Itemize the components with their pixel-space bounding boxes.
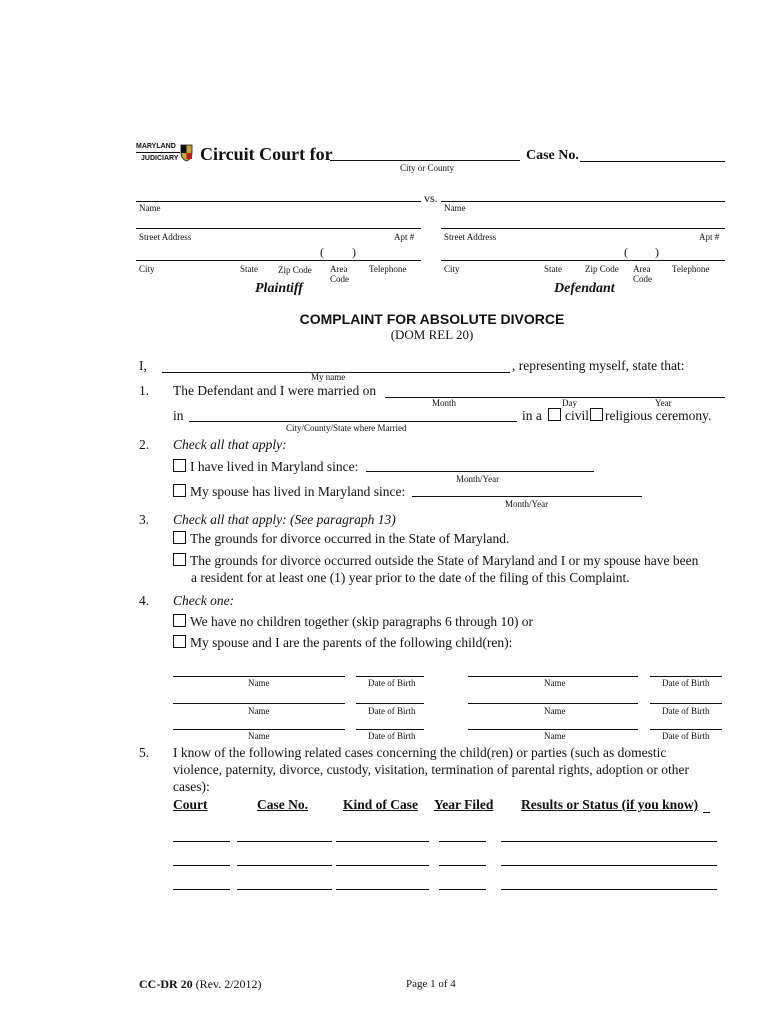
year-caption: Year bbox=[655, 398, 672, 408]
child-2-name-line[interactable] bbox=[468, 676, 638, 677]
grounds-in-checkbox[interactable] bbox=[173, 531, 186, 544]
defendant-name-caption: Name bbox=[444, 203, 466, 213]
spouse-lived-caption: Month/Year bbox=[505, 499, 549, 509]
case-1-case-no[interactable] bbox=[237, 841, 332, 842]
plaintiff-address-line[interactable] bbox=[136, 228, 421, 229]
child-2-dob-line[interactable] bbox=[650, 676, 722, 677]
in-text: in bbox=[173, 408, 184, 423]
spouse-lived-option[interactable] bbox=[173, 484, 405, 500]
col-header-status: Results or Status (if you know) bbox=[521, 797, 699, 812]
child-4-name-caption: Name bbox=[544, 706, 566, 716]
grounds-out-checkbox[interactable] bbox=[173, 553, 186, 566]
related-cases-line-1: I know of the following related cases concerning the child(ren) or parties (such as domestic bbox=[173, 745, 667, 760]
religious-label: religious ceremony. bbox=[605, 408, 712, 423]
child-3-name-line[interactable] bbox=[173, 703, 345, 704]
parents-of-option[interactable] bbox=[173, 635, 512, 651]
child-6-name-line[interactable] bbox=[468, 729, 638, 730]
logo-top-text: MARYLAND bbox=[136, 143, 176, 150]
child-3-name-caption: Name bbox=[248, 706, 270, 716]
case-3-court[interactable] bbox=[173, 889, 230, 890]
related-cases-line-3: cases): bbox=[173, 779, 210, 794]
case-2-status[interactable] bbox=[501, 865, 717, 866]
defendant-area-caption: Area bbox=[633, 264, 651, 274]
defendant-code-caption: Code bbox=[633, 274, 652, 284]
case-3-year[interactable] bbox=[439, 889, 486, 890]
child-1-name-caption: Name bbox=[248, 678, 270, 688]
check-one: Check one: bbox=[173, 593, 235, 608]
day-caption: Day bbox=[562, 398, 577, 408]
child-2-dob-caption: Date of Birth bbox=[662, 678, 710, 688]
child-6-name-caption: Name bbox=[544, 731, 566, 741]
check-all-apply-3: Check all that apply: (See paragraph 13) bbox=[173, 512, 396, 527]
plaintiff-label: Plaintiff bbox=[255, 281, 303, 296]
defendant-city-caption: City bbox=[444, 264, 460, 274]
item-3-number: 3. bbox=[139, 512, 150, 527]
defendant-area-open-paren: ( bbox=[624, 245, 628, 259]
marriage-place-line[interactable] bbox=[189, 421, 517, 422]
vs-text: vs. bbox=[424, 191, 438, 205]
civil-checkbox[interactable] bbox=[548, 408, 561, 421]
case-3-case-no[interactable] bbox=[237, 889, 332, 890]
plaintiff-state-caption: State bbox=[240, 264, 258, 274]
lived-maryland-label: I have lived in Maryland since: bbox=[190, 459, 359, 474]
item-5-number: 5. bbox=[139, 745, 150, 760]
plaintiff-street-caption: Street Address bbox=[139, 232, 192, 242]
shield-icon bbox=[180, 144, 193, 162]
child-5-name-line[interactable] bbox=[173, 729, 345, 730]
page-number: Page 1 of 4 bbox=[406, 978, 456, 990]
religious-checkbox[interactable] bbox=[590, 408, 603, 421]
spouse-lived-line[interactable] bbox=[412, 496, 642, 497]
parents-of-checkbox[interactable] bbox=[173, 635, 186, 648]
child-3-dob-caption: Date of Birth bbox=[368, 706, 416, 716]
defendant-telephone-caption: Telephone bbox=[672, 264, 710, 274]
case-1-year[interactable] bbox=[439, 841, 486, 842]
case-1-court[interactable] bbox=[173, 841, 230, 842]
child-5-dob-caption: Date of Birth bbox=[368, 731, 416, 741]
civil-label: civil bbox=[565, 408, 589, 423]
defendant-state-caption: State bbox=[544, 264, 562, 274]
case-no-line[interactable] bbox=[580, 161, 725, 162]
religious-option[interactable] bbox=[590, 408, 711, 424]
no-children-option[interactable] bbox=[173, 614, 533, 630]
document-title: COMPLAINT FOR ABSOLUTE DIVORCE bbox=[299, 311, 565, 327]
grounds-in-option[interactable] bbox=[173, 531, 509, 547]
col-header-court: Court bbox=[173, 797, 208, 812]
logo-rule bbox=[136, 152, 180, 153]
plaintiff-apt-caption: Apt # bbox=[394, 232, 415, 242]
plaintiff-code-caption: Code bbox=[330, 274, 349, 284]
plaintiff-city-line[interactable] bbox=[136, 260, 421, 261]
civil-option[interactable] bbox=[548, 408, 589, 424]
status-header-underline-tail bbox=[703, 812, 710, 813]
case-2-court[interactable] bbox=[173, 865, 230, 866]
case-2-year[interactable] bbox=[439, 865, 486, 866]
item-2-number: 2. bbox=[139, 437, 150, 452]
plaintiff-telephone-caption: Telephone bbox=[369, 264, 407, 274]
grounds-in-label: The grounds for divorce occurred in the State of Maryland. bbox=[190, 531, 510, 546]
grounds-out-label: The grounds for divorce occurred outside the State of Maryland and I or my spouse have been bbox=[190, 553, 699, 568]
in-a-text: in a bbox=[522, 408, 542, 423]
defendant-name-line[interactable] bbox=[441, 201, 725, 202]
child-4-dob-caption: Date of Birth bbox=[662, 706, 710, 716]
my-name-caption: My name bbox=[311, 372, 346, 382]
case-2-case-no[interactable] bbox=[237, 865, 332, 866]
plaintiff-name-caption: Name bbox=[139, 203, 161, 213]
defendant-apt-caption: Apt # bbox=[699, 232, 720, 242]
maryland-judiciary-logo bbox=[136, 143, 196, 165]
married-on-text: The Defendant and I were married on bbox=[173, 383, 377, 398]
child-4-dob-line[interactable] bbox=[650, 703, 722, 704]
case-1-status[interactable] bbox=[501, 841, 717, 842]
child-3-dob-line[interactable] bbox=[356, 703, 424, 704]
defendant-street-caption: Street Address bbox=[444, 232, 497, 242]
spouse-lived-checkbox[interactable] bbox=[173, 484, 186, 497]
grounds-out-option[interactable] bbox=[173, 553, 698, 569]
col-header-year: Year Filed bbox=[434, 797, 494, 812]
month-caption: Month bbox=[432, 398, 457, 408]
defendant-zip-caption: Zip Code bbox=[585, 264, 619, 274]
col-header-kind: Kind of Case bbox=[343, 797, 419, 812]
item-1-number: 1. bbox=[139, 383, 150, 398]
city-county-caption: City or County bbox=[400, 163, 455, 173]
child-1-dob-line[interactable] bbox=[356, 676, 424, 677]
logo-bottom-text: JUDICIARY bbox=[141, 155, 179, 162]
document-subtitle: (DOM REL 20) bbox=[390, 327, 474, 342]
lived-maryland-caption: Month/Year bbox=[456, 474, 500, 484]
form-id bbox=[139, 977, 262, 992]
lived-maryland-option[interactable] bbox=[173, 459, 358, 475]
case-no-label: Case No. bbox=[526, 148, 579, 163]
spouse-lived-label: My spouse has lived in Maryland since: bbox=[190, 484, 406, 499]
case-1-kind[interactable] bbox=[336, 841, 429, 842]
no-children-label: We have no children together (skip paragraphs 6 through 10) or bbox=[190, 614, 534, 629]
child-6-dob-caption: Date of Birth bbox=[662, 731, 710, 741]
form-revision: (Rev. 2/2012) bbox=[195, 977, 262, 991]
no-children-checkbox[interactable] bbox=[173, 614, 186, 627]
plaintiff-area-caption: Area bbox=[330, 264, 348, 274]
grounds-out-label-cont: a resident for at least one (1) year prior to the date of the filing of this Complaint. bbox=[191, 570, 630, 585]
lived-maryland-checkbox[interactable] bbox=[173, 459, 186, 472]
case-2-kind[interactable] bbox=[336, 865, 429, 866]
defendant-address-line[interactable] bbox=[441, 228, 725, 229]
parents-of-label: My spouse and I are the parents of the following child(ren): bbox=[190, 635, 513, 650]
plaintiff-city-caption: City bbox=[139, 264, 155, 274]
child-1-dob-caption: Date of Birth bbox=[368, 678, 416, 688]
plaintiff-area-open-paren: ( bbox=[320, 245, 324, 259]
court-label: Circuit Court for bbox=[200, 144, 333, 164]
marriage-place-caption: City/County/State where Married bbox=[286, 423, 407, 433]
lived-maryland-line[interactable] bbox=[366, 471, 594, 472]
child-2-name-caption: Name bbox=[544, 678, 566, 688]
child-6-dob-line[interactable] bbox=[650, 729, 722, 730]
defendant-label: Defendant bbox=[554, 281, 615, 296]
intro-representing: , representing myself, state that: bbox=[512, 358, 685, 373]
court-city-county-line[interactable] bbox=[330, 160, 520, 161]
child-5-dob-line[interactable] bbox=[356, 729, 424, 730]
intro-i: I, bbox=[139, 358, 147, 373]
plaintiff-area-close-paren: ) bbox=[352, 245, 356, 259]
case-3-status[interactable] bbox=[501, 889, 717, 890]
item-4-number: 4. bbox=[139, 593, 150, 608]
related-cases-line-2: violence, paternity, divorce, custody, visitation, termination of parental rights, adoption or other bbox=[173, 762, 689, 777]
case-3-kind[interactable] bbox=[336, 889, 429, 890]
defendant-area-close-paren: ) bbox=[655, 245, 659, 259]
child-5-name-caption: Name bbox=[248, 731, 270, 741]
col-header-case-no: Case No. bbox=[257, 797, 308, 812]
check-all-apply-2: Check all that apply: bbox=[173, 437, 287, 452]
plaintiff-name-line[interactable] bbox=[136, 201, 421, 202]
plaintiff-zip-caption: Zip Code bbox=[278, 265, 312, 275]
child-1-name-line[interactable] bbox=[173, 676, 345, 677]
defendant-city-line[interactable] bbox=[441, 260, 725, 261]
form-id-code: CC-DR 20 bbox=[139, 977, 193, 991]
child-4-name-line[interactable] bbox=[468, 703, 638, 704]
